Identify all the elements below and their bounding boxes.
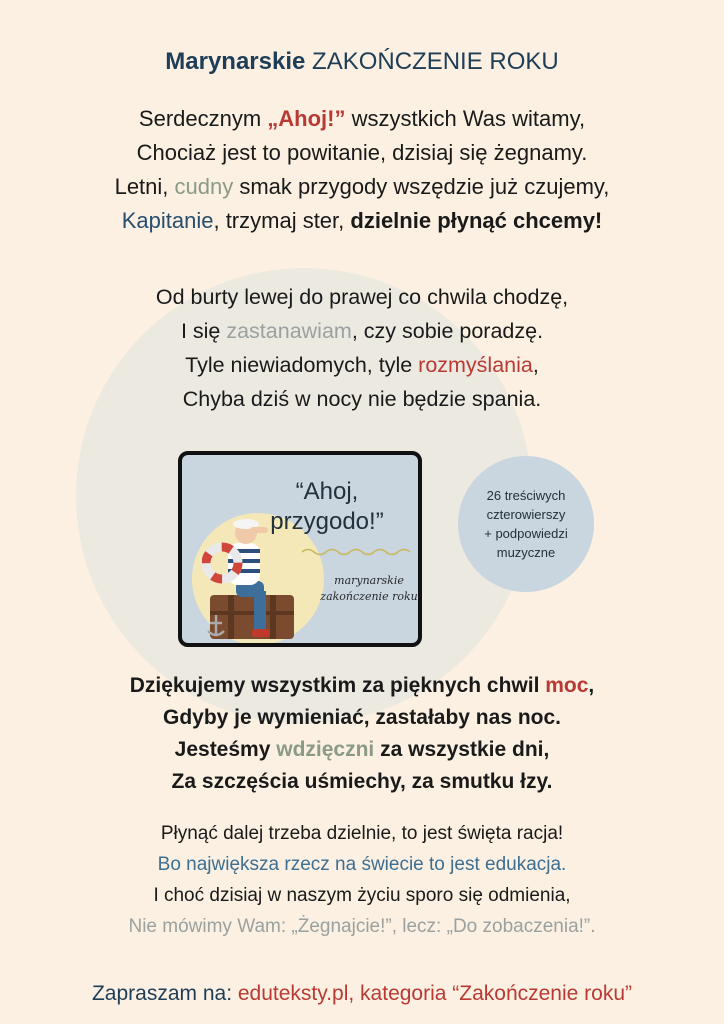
- wdzieczni-highlight: wdzięczni: [276, 738, 375, 761]
- bold-phrase: dzielnie płynąć chcemy!: [350, 208, 603, 233]
- text: Serdecznym: [138, 106, 268, 131]
- badge-line-1: 26 treściwych: [486, 488, 566, 503]
- text: ,: [588, 674, 595, 697]
- kapitanie-highlight: Kapitanie: [121, 208, 214, 233]
- badge-line-4: muzyczne: [496, 545, 556, 560]
- card-subtitle-line-2: zakończenie roku: [320, 590, 418, 603]
- stanza-3: [0, 670, 724, 798]
- card-subtitle-line-1: marynarskie: [334, 574, 404, 587]
- card-quote-line-2: przygodo!”: [270, 508, 384, 535]
- text: za wszystkie dni,: [374, 738, 550, 761]
- product-card[interactable]: [178, 451, 422, 647]
- stanza-1-line-1: [0, 102, 724, 136]
- zastanawiam-highlight: zastanawiam: [226, 319, 352, 343]
- stanza-3-line-4: Za szczęścia uśmiechy, za smutku łzy.: [171, 770, 553, 793]
- footer-invite: [0, 982, 724, 1006]
- text: Tyle niewiadomych, tyle: [185, 353, 419, 377]
- stanza-4-line-4: Nie mówimy Wam: „Żegnajcie!”, lecz: „Do zobaczenia!”.: [128, 916, 596, 937]
- text: ,: [532, 353, 539, 377]
- stanza-4-line-1: Płynąć dalej trzeba dzielnie, to jest święta racja!: [160, 823, 564, 844]
- stanza-4-line-3: I choć dzisiaj w naszym życiu sporo się odmienia,: [153, 885, 571, 906]
- stanza-3-line-2: Gdyby je wymieniać, zastałaby nas noc.: [163, 706, 561, 729]
- card-quote: [242, 477, 412, 537]
- card-subtitle: [314, 573, 422, 605]
- info-badge: [458, 456, 594, 592]
- text: smak przygody wszędzie już czujemy,: [233, 174, 610, 199]
- stanza-4: [0, 818, 724, 942]
- title-bold: Marynarskie: [165, 48, 306, 75]
- stanza-1-line-2: Chociaż jest to powitanie, dzisiaj się żegnamy.: [136, 140, 588, 165]
- stanza-2-line-2: [0, 314, 724, 348]
- stanza-1: [0, 102, 724, 238]
- stanza-3-line-1: [0, 670, 724, 702]
- text: Letni,: [114, 174, 175, 199]
- badge-line-2: czterowierszy: [486, 507, 566, 522]
- stanza-2-line-3: [0, 348, 724, 382]
- stanza-3-line-3: [0, 734, 724, 766]
- text: wszystkich Was witamy,: [345, 106, 586, 131]
- wave-decoration: [302, 547, 412, 557]
- card-quote-line-1: “Ahoj,: [295, 478, 359, 505]
- text: I się: [180, 319, 227, 343]
- stanza-2: [0, 280, 724, 416]
- footer-link[interactable]: eduteksty.pl, kategoria “Zakończenie roku”: [237, 982, 633, 1005]
- stanza-4-line-2: Bo największa rzecz na świecie to jest edukacja.: [157, 854, 567, 875]
- stanza-2-line-4: Chyba dziś w nocy nie będzie spania.: [182, 387, 542, 411]
- ahoj-highlight: „Ahoj!”: [267, 106, 346, 131]
- moc-highlight: moc: [545, 674, 589, 697]
- badge-line-3: + podpowiedzi: [484, 526, 568, 541]
- cudny-highlight: cudny: [174, 174, 234, 199]
- stanza-1-line-3: [0, 170, 724, 204]
- stanza-1-line-4: [0, 204, 724, 238]
- text: Dziękujemy wszystkim za pięknych chwil: [129, 674, 546, 697]
- title-rest: ZAKOŃCZENIE ROKU: [305, 48, 559, 75]
- rozmyslania-highlight: rozmyślania: [418, 353, 533, 377]
- stanza-2-line-1: Od burty lewej do prawej co chwila chodzę,: [155, 285, 569, 309]
- page-title: [0, 48, 724, 76]
- footer-prefix: Zapraszam na:: [91, 982, 238, 1005]
- text: , trzymaj ster,: [213, 208, 351, 233]
- text: , czy sobie poradzę.: [351, 319, 544, 343]
- text: Jesteśmy: [174, 738, 277, 761]
